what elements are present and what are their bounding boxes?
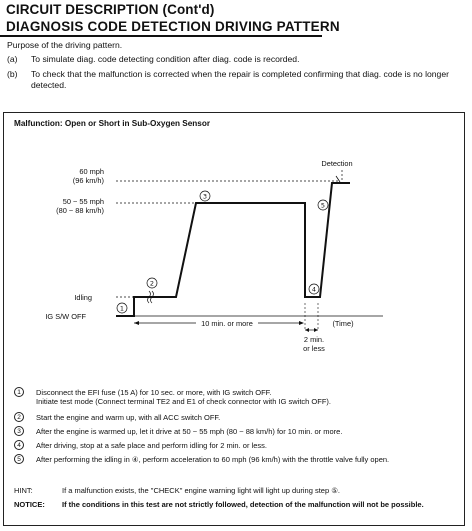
purpose-heading: Purpose of the driving pattern. <box>7 40 123 50</box>
svg-text:3: 3 <box>202 192 208 201</box>
svg-text:2: 2 <box>149 279 155 288</box>
notice-label: NOTICE: <box>14 500 45 509</box>
step-number: 1 <box>14 387 24 397</box>
step-marker-3 <box>200 191 210 201</box>
step-number: 3 <box>14 426 24 436</box>
svg-text:5: 5 <box>320 201 326 210</box>
purpose-item-text: To simulate diag. code detecting condition after diag. code is recorded. <box>31 54 300 64</box>
step-text: After driving, stop at a safe place and perform idling for 2 min. or less. <box>36 441 267 450</box>
interval-short-arrows <box>305 328 318 332</box>
section-title: DIAGNOSIS CODE DETECTION DRIVING PATTERN <box>6 19 340 34</box>
label-50-55mph: 50 ~ 55 mph <box>62 197 104 206</box>
time-axis-label: (Time) <box>332 319 354 328</box>
step-text: After performing the idling in ④, perform acceleration to 60 mph (96 km/h) with the throttle valve fully open. <box>36 455 390 464</box>
step-number: 4 <box>14 440 24 450</box>
svg-text:1: 1 <box>119 304 125 313</box>
speed-profile-line <box>116 183 350 316</box>
step-marker-2 <box>147 278 157 288</box>
detection-label: Detection <box>321 159 353 168</box>
notice-text: If the conditions in this test are not strictly followed, detection of the malfunction will not be possible. <box>62 500 424 509</box>
interval-long-label: 10 min. or more <box>201 319 253 328</box>
hint-label: HINT: <box>14 486 33 495</box>
step-marker-5 <box>318 200 328 210</box>
step-subtext: Initiate test mode (Connect terminal TE2 and E1 of check connector with IG switch OFF). <box>36 397 331 406</box>
hint-text: If a malfunction exists, the "CHECK" engine warning light will light up during step ⑤. <box>62 486 341 495</box>
interval-short-label-2: or less <box>303 344 325 353</box>
step-text: Disconnect the EFI fuse (15 A) for 10 sec. or more, with IG switch OFF. <box>36 388 272 397</box>
svg-text:4: 4 <box>311 285 317 294</box>
page-title: CIRCUIT DESCRIPTION (Cont'd) <box>6 2 215 17</box>
step-number: 2 <box>14 412 24 422</box>
step-text: After the engine is warmed up, let it drive at 50 ~ 55 mph (80 ~ 88 km/h) for 10 min. or more. <box>36 427 343 436</box>
step-text: Start the engine and warm up, with all ACC switch OFF. <box>36 413 221 422</box>
chart-title: Malfunction: Open or Short in Sub-Oxygen Sensor <box>14 119 211 128</box>
purpose-item-label: (b) <box>7 69 18 79</box>
interval-short-label-1: 2 min. <box>303 335 325 344</box>
label-80-88kmh: (80 ~ 88 km/h) <box>56 206 104 215</box>
label-96kmh: (96 km/h) <box>72 176 104 185</box>
label-ig-off: IG S/W OFF <box>45 312 86 321</box>
purpose-item-text: To check that the malfunction is corrected when the repair is completed confirming that diag. code is no longer detected. <box>31 69 449 90</box>
label-idling: Idling <box>74 293 92 302</box>
y-labels <box>45 167 104 321</box>
step-number: 5 <box>14 454 24 464</box>
label-60mph: 60 mph <box>79 167 104 176</box>
step-marker-4 <box>309 284 319 294</box>
purpose-item-label: (a) <box>7 54 18 64</box>
step-marker-1 <box>117 303 127 313</box>
